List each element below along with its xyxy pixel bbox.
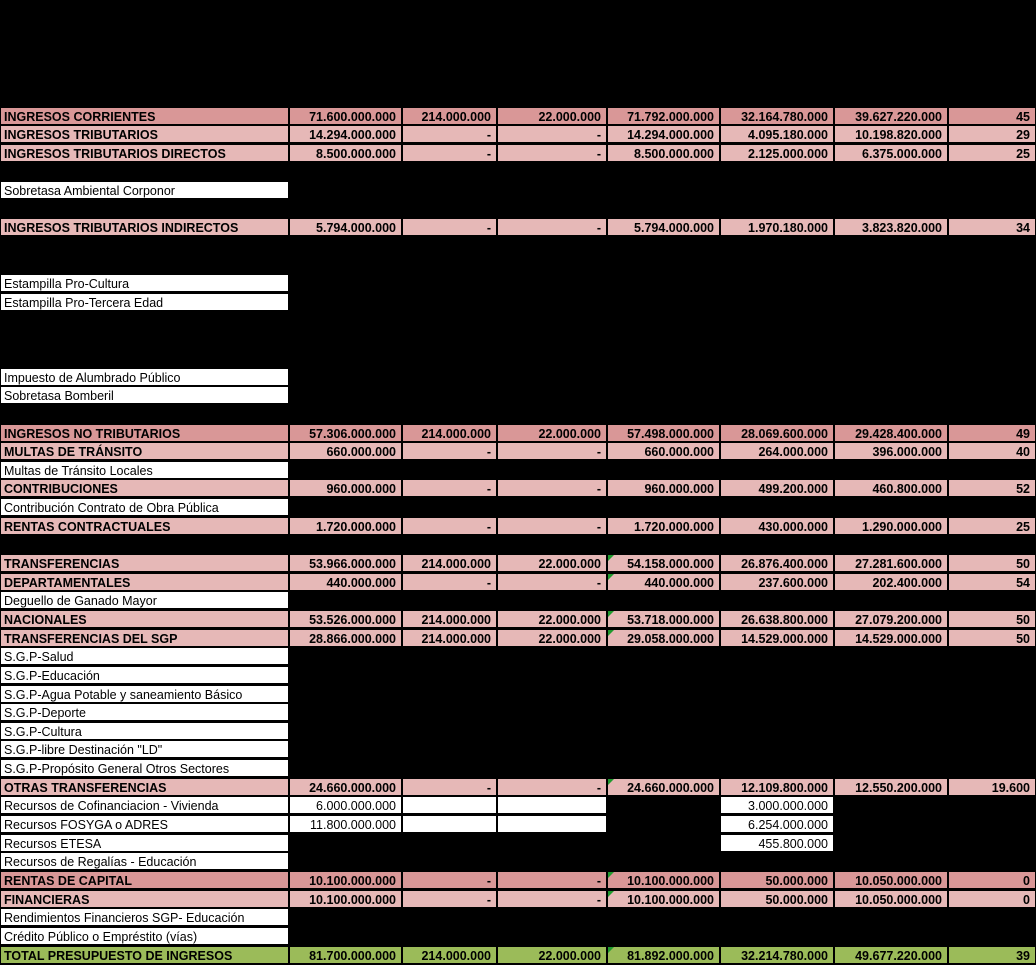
cell-v3[interactable]: - — [497, 890, 607, 908]
cell-v7[interactable]: 40 — [948, 442, 1036, 460]
cell-v3[interactable]: - — [497, 125, 607, 143]
cell-v4[interactable]: 54.158.000.000 — [607, 554, 720, 572]
cell-v3[interactable] — [497, 815, 607, 833]
cell-v1[interactable]: 440.000.000 — [289, 573, 402, 591]
cell-v1[interactable]: 53.966.000.000 — [289, 554, 402, 572]
cell-v7[interactable]: 0 — [948, 871, 1036, 889]
row-rendimientos-financieros — [0, 908, 1036, 926]
cell-v7[interactable]: 50 — [948, 554, 1036, 572]
row-label[interactable]: INGRESOS TRIBUTARIOS DIRECTOS — [0, 144, 289, 162]
row-sgp-libre-destinacion — [0, 740, 1036, 758]
row-sgp-proposito-general — [0, 759, 1036, 777]
cell-v2[interactable] — [402, 796, 497, 814]
cell-v5[interactable]: 50.000.000 — [720, 890, 834, 908]
row-label[interactable]: Crédito Público o Empréstito (vías) — [0, 927, 289, 945]
cell-v4[interactable]: 10.100.000.000 — [607, 890, 720, 908]
row-label[interactable]: INGRESOS TRIBUTARIOS — [0, 125, 289, 143]
row-sobretasa-ambiental — [0, 181, 1036, 199]
cell-v3[interactable]: - — [497, 573, 607, 591]
row-label[interactable]: FINANCIERAS — [0, 890, 289, 908]
row-label[interactable]: Multas de Tránsito Locales — [0, 461, 289, 479]
cell-v1[interactable]: 1.720.000.000 — [289, 517, 402, 535]
row-label[interactable]: S.G.P-Cultura — [0, 722, 289, 740]
cell-v3[interactable] — [497, 796, 607, 814]
cell-v6[interactable]: 14.529.000.000 — [834, 629, 948, 647]
cell-v5[interactable]: 455.800.000 — [720, 834, 834, 852]
row-label[interactable]: CONTRIBUCIONES — [0, 479, 289, 497]
cell-v5[interactable]: 6.254.000.000 — [720, 815, 834, 833]
row-ingresos-corrientes — [0, 107, 1036, 125]
row-label[interactable]: Sobretasa Ambiental Corponor — [0, 181, 289, 199]
row-ingresos-no-tributarios — [0, 424, 1036, 442]
cell-v6[interactable]: 39.627.220.000 — [834, 107, 948, 125]
cell-v7[interactable]: 50 — [948, 610, 1036, 628]
cell-v7[interactable]: 49 — [948, 424, 1036, 442]
row-cofinanciacion-vivienda — [0, 796, 1036, 814]
cell-v5[interactable]: 50.000.000 — [720, 871, 834, 889]
cell-v6[interactable]: 3.823.820.000 — [834, 218, 948, 236]
cell-v3[interactable]: - — [497, 479, 607, 497]
row-label[interactable]: DEPARTAMENTALES — [0, 573, 289, 591]
row-label[interactable]: NACIONALES — [0, 610, 289, 628]
row-estampilla-pro-tercera-edad — [0, 293, 1036, 311]
cell-v2[interactable]: - — [402, 442, 497, 460]
row-label[interactable]: RENTAS DE CAPITAL — [0, 871, 289, 889]
row-ingresos-tributarios-directos — [0, 144, 1036, 162]
cell-v4[interactable]: 660.000.000 — [607, 442, 720, 460]
row-multas-transito-locales — [0, 461, 1036, 479]
cell-v7[interactable]: 25 — [948, 144, 1036, 162]
cell-v3[interactable]: - — [497, 144, 607, 162]
cell-v4[interactable]: 960.000.000 — [607, 479, 720, 497]
cell-v7[interactable]: 52 — [948, 479, 1036, 497]
row-multas-de-transito — [0, 442, 1036, 460]
cell-v2[interactable]: - — [402, 871, 497, 889]
cell-v6[interactable]: 460.800.000 — [834, 479, 948, 497]
row-sobretasa-bomberil — [0, 386, 1036, 404]
cell-v6[interactable]: 29.428.400.000 — [834, 424, 948, 442]
cell-v2[interactable]: - — [402, 778, 497, 796]
cell-v2[interactable]: 214.000.000 — [402, 610, 497, 628]
row-label[interactable]: Recursos ETESA — [0, 834, 289, 852]
cell-v3[interactable]: - — [497, 442, 607, 460]
row-label[interactable]: S.G.P-Propósito General Otros Sectores — [0, 759, 289, 777]
row-regalias-educacion — [0, 852, 1036, 870]
cell-v3[interactable]: 22.000.000 — [497, 554, 607, 572]
row-sgp-educacion — [0, 666, 1036, 684]
cell-v2[interactable]: - — [402, 125, 497, 143]
row-otras-transferencias — [0, 778, 1036, 796]
cell-v3[interactable]: 22.000.000 — [497, 610, 607, 628]
row-rentas-de-capital — [0, 871, 1036, 889]
cell-v6[interactable]: 6.375.000.000 — [834, 144, 948, 162]
cell-v5[interactable]: 430.000.000 — [720, 517, 834, 535]
cell-v1[interactable]: 660.000.000 — [289, 442, 402, 460]
cell-v5[interactable]: 12.109.800.000 — [720, 778, 834, 796]
cell-v6[interactable]: 202.400.000 — [834, 573, 948, 591]
row-total-presupuesto — [0, 946, 1036, 964]
cell-v2[interactable]: - — [402, 479, 497, 497]
row-label[interactable]: S.G.P-Agua Potable y saneamiento Básico — [0, 685, 289, 703]
cell-v1[interactable]: 960.000.000 — [289, 479, 402, 497]
cell-v3[interactable]: 22.000.000 — [497, 424, 607, 442]
row-label[interactable]: Estampilla Pro-Tercera Edad — [0, 293, 289, 311]
row-fosyga-adres — [0, 815, 1036, 833]
cell-v2[interactable]: - — [402, 573, 497, 591]
row-sgp-agua — [0, 685, 1036, 703]
row-label[interactable]: INGRESOS TRIBUTARIOS INDIRECTOS — [0, 218, 289, 236]
cell-v7[interactable]: 39 — [948, 946, 1036, 964]
row-label[interactable]: RENTAS CONTRACTUALES — [0, 517, 289, 535]
cell-v4[interactable]: 29.058.000.000 — [607, 629, 720, 647]
row-label[interactable]: INGRESOS CORRIENTES — [0, 107, 289, 125]
cell-v7[interactable]: 25 — [948, 517, 1036, 535]
row-credito-publico — [0, 927, 1036, 945]
row-nacionales — [0, 610, 1036, 628]
cell-v1[interactable]: 28.866.000.000 — [289, 629, 402, 647]
cell-v6[interactable]: 10.050.000.000 — [834, 871, 948, 889]
cell-v1[interactable]: 14.294.000.000 — [289, 125, 402, 143]
cell-v2[interactable]: - — [402, 890, 497, 908]
cell-v1[interactable]: 71.600.000.000 — [289, 107, 402, 125]
row-sgp-deporte — [0, 703, 1036, 721]
row-label[interactable]: Recursos de Regalías - Educación — [0, 852, 289, 870]
cell-v5[interactable]: 237.600.000 — [720, 573, 834, 591]
cell-v4[interactable]: 53.718.000.000 — [607, 610, 720, 628]
cell-v6[interactable]: 27.281.600.000 — [834, 554, 948, 572]
cell-v1[interactable]: 5.794.000.000 — [289, 218, 402, 236]
cell-v5[interactable]: 32.214.780.000 — [720, 946, 834, 964]
cell-v2[interactable] — [402, 815, 497, 833]
cell-v4[interactable]: 81.892.000.000 — [607, 946, 720, 964]
cell-v4[interactable]: 24.660.000.000 — [607, 778, 720, 796]
cell-v4[interactable]: 1.720.000.000 — [607, 517, 720, 535]
cell-v4[interactable]: 8.500.000.000 — [607, 144, 720, 162]
row-label[interactable]: INGRESOS NO TRIBUTARIOS — [0, 424, 289, 442]
row-label[interactable]: Sobretasa Bomberil — [0, 386, 289, 404]
cell-v5[interactable]: 3.000.000.000 — [720, 796, 834, 814]
cell-v1[interactable]: 57.306.000.000 — [289, 424, 402, 442]
row-label[interactable]: Estampilla Pro-Cultura — [0, 274, 289, 292]
cell-v5[interactable]: 14.529.000.000 — [720, 629, 834, 647]
row-transferencias-sgp — [0, 629, 1036, 647]
row-label[interactable]: Impuesto de Alumbrado Público — [0, 368, 289, 386]
row-sgp-cultura — [0, 722, 1036, 740]
row-label[interactable]: TRANSFERENCIAS — [0, 554, 289, 572]
row-ingresos-tributarios — [0, 125, 1036, 143]
cell-v7[interactable]: 29 — [948, 125, 1036, 143]
row-label[interactable]: S.G.P-Deporte — [0, 703, 289, 721]
row-label[interactable]: Recursos FOSYGA o ADRES — [0, 815, 289, 833]
row-sgp-salud — [0, 647, 1036, 665]
cell-v3[interactable]: - — [497, 778, 607, 796]
cell-v1[interactable]: 53.526.000.000 — [289, 610, 402, 628]
cell-v3[interactable]: - — [497, 218, 607, 236]
cell-v5[interactable]: 264.000.000 — [720, 442, 834, 460]
cell-v2[interactable]: - — [402, 517, 497, 535]
row-transferencias — [0, 554, 1036, 572]
cell-v1[interactable]: 10.100.000.000 — [289, 890, 402, 908]
cell-v5[interactable]: 28.069.600.000 — [720, 424, 834, 442]
row-label[interactable]: S.G.P-Salud — [0, 647, 289, 665]
row-rentas-contractuales — [0, 517, 1036, 535]
row-label[interactable]: TRANSFERENCIAS DEL SGP — [0, 629, 289, 647]
cell-v5[interactable]: 32.164.780.000 — [720, 107, 834, 125]
cell-v6[interactable]: 1.290.000.000 — [834, 517, 948, 535]
cell-v1[interactable]: 11.800.000.000 — [289, 815, 402, 833]
cell-v7[interactable]: 54 — [948, 573, 1036, 591]
row-label[interactable]: TOTAL PRESUPUESTO DE INGRESOS — [0, 946, 289, 964]
row-impuesto-alumbrado — [0, 368, 1036, 386]
cell-v4[interactable]: 57.498.000.000 — [607, 424, 720, 442]
cell-v2[interactable]: 214.000.000 — [402, 629, 497, 647]
cell-v6[interactable]: 12.550.200.000 — [834, 778, 948, 796]
cell-v1[interactable]: 81.700.000.000 — [289, 946, 402, 964]
cell-v5[interactable]: 1.970.180.000 — [720, 218, 834, 236]
cell-v5[interactable]: 499.200.000 — [720, 479, 834, 497]
cell-v3[interactable]: - — [497, 517, 607, 535]
cell-v3[interactable]: 22.000.000 — [497, 629, 607, 647]
cell-v1[interactable]: 10.100.000.000 — [289, 871, 402, 889]
cell-v6[interactable]: 49.677.220.000 — [834, 946, 948, 964]
cell-v2[interactable]: 214.000.000 — [402, 107, 497, 125]
cell-v7[interactable]: 34 — [948, 218, 1036, 236]
row-deguello-ganado — [0, 591, 1036, 609]
cell-v4[interactable]: 10.100.000.000 — [607, 871, 720, 889]
cell-v7[interactable]: 0 — [948, 890, 1036, 908]
cell-v5[interactable]: 26.876.400.000 — [720, 554, 834, 572]
row-contribucion-obra-publica — [0, 498, 1036, 516]
cell-v1[interactable]: 8.500.000.000 — [289, 144, 402, 162]
cell-v7[interactable]: 45 — [948, 107, 1036, 125]
row-label[interactable]: S.G.P-libre Destinación "LD" — [0, 740, 289, 758]
cell-v2[interactable]: 214.000.000 — [402, 946, 497, 964]
cell-v6[interactable]: 10.050.000.000 — [834, 890, 948, 908]
cell-v2[interactable]: - — [402, 218, 497, 236]
row-label[interactable]: Contribución Contrato de Obra Pública — [0, 498, 289, 516]
cell-v2[interactable]: - — [402, 144, 497, 162]
cell-v4[interactable]: 71.792.000.000 — [607, 107, 720, 125]
cell-v1[interactable]: 24.660.000.000 — [289, 778, 402, 796]
row-label[interactable]: MULTAS DE TRÁNSITO — [0, 442, 289, 460]
cell-v5[interactable]: 4.095.180.000 — [720, 125, 834, 143]
row-label[interactable]: Deguello de Ganado Mayor — [0, 591, 289, 609]
cell-v5[interactable]: 26.638.800.000 — [720, 610, 834, 628]
cell-v7[interactable]: 19.600 — [948, 778, 1036, 796]
cell-v6[interactable]: 10.198.820.000 — [834, 125, 948, 143]
row-departamentales — [0, 573, 1036, 591]
cell-v3[interactable]: 22.000.000 — [497, 946, 607, 964]
cell-v3[interactable]: - — [497, 871, 607, 889]
row-financieras — [0, 890, 1036, 908]
cell-v6[interactable]: 27.079.200.000 — [834, 610, 948, 628]
cell-v3[interactable]: 22.000.000 — [497, 107, 607, 125]
cell-v5[interactable]: 2.125.000.000 — [720, 144, 834, 162]
cell-v2[interactable]: 214.000.000 — [402, 424, 497, 442]
cell-v1[interactable]: 6.000.000.000 — [289, 796, 402, 814]
cell-v2[interactable]: 214.000.000 — [402, 554, 497, 572]
cell-v4[interactable]: 440.000.000 — [607, 573, 720, 591]
cell-v4[interactable]: 14.294.000.000 — [607, 125, 720, 143]
row-label[interactable]: OTRAS TRANSFERENCIAS — [0, 778, 289, 796]
row-contribuciones — [0, 479, 1036, 497]
row-label[interactable]: Recursos de Cofinanciacion - Vivienda — [0, 796, 289, 814]
cell-v7[interactable]: 50 — [948, 629, 1036, 647]
row-ingresos-tributarios-indirectos — [0, 218, 1036, 236]
row-recursos-etesa — [0, 834, 1036, 852]
row-label[interactable]: S.G.P-Educación — [0, 666, 289, 684]
cell-v4[interactable]: 5.794.000.000 — [607, 218, 720, 236]
cell-v6[interactable]: 396.000.000 — [834, 442, 948, 460]
row-label[interactable]: Rendimientos Financieros SGP- Educación — [0, 908, 289, 926]
row-estampilla-pro-cultura — [0, 274, 1036, 292]
